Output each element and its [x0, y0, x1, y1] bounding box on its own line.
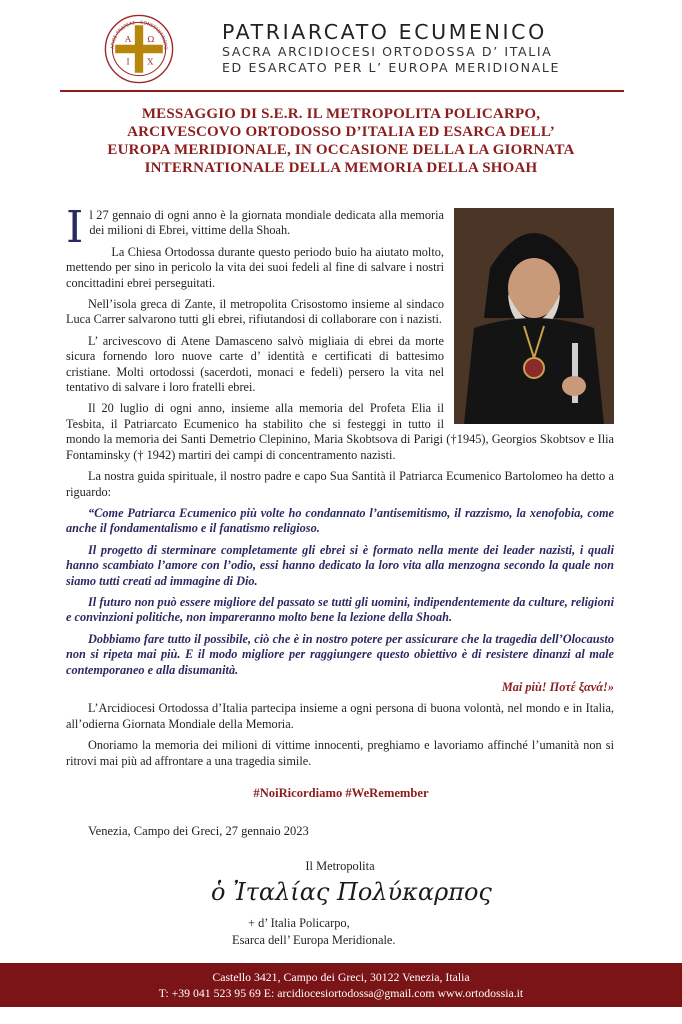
document-title: [70, 105, 612, 177]
paragraph: Nell’isola greca di Zante, il metropolita Crisostomo insieme al sindaco Luca Carrer salvarono tutti gli ebrei, rifiutandosi di collaborare con i nazisti.: [66, 297, 444, 327]
handwritten-signature: [203, 866, 492, 914]
signature-line: Esarca dell’ Europa Meridionale.: [232, 933, 396, 947]
seal-letter-omega: Ω: [147, 34, 155, 44]
quote-paragraph: Dobbiamo fare tutto il possibile, ciò che è in nostro potere per assicurare che la tragedia dell’Olocausto non si ripeta mai più. E il modo migliore per raggiungere questo obiettivo è di resistere dinanzi al male contemporaneo e alla disumanità.: [66, 631, 614, 677]
patriarchate-seal-icon: [104, 14, 174, 84]
footer-bar: [0, 963, 682, 1007]
quote-paragraph: Il progetto di sterminare completamente gli ebrei si è formato nella mente dei leader nazisti, i quali hanno scambiato l’amore con l’odio, essi hanno dedicato la loro vita alla menzogna secondo la quale non siamo tutti creati ad immagine di Dio.: [66, 542, 614, 588]
footer-contacts: T: +39 041 523 95 69 E: arcidiocesiortodossa@gmail.com www.ortodossia.it: [158, 986, 524, 1000]
place-date: Venezia, Campo dei Greci, 27 gennaio 2023: [88, 824, 309, 838]
seal-letter-a: Α: [125, 34, 132, 44]
signature-line: + d’ Italia Policarpo,: [248, 916, 350, 930]
title-line: INTERNATIONALE DELLA MEMORIA DELLA SHOAH: [144, 160, 538, 176]
header-title: PATRIARCATO ECUMENICO: [222, 20, 547, 44]
paragraph-intro: Il 27 gennaio di ogni anno è la giornata mondiale dedicata alla memoria dei milioni di Ebrei, vittime della Shoah.: [66, 202, 444, 253]
paragraph: Il 20 luglio di ogni anno, insieme alla memoria del Profeta Elia il Tesbita, il Patriarcato Ecumenico ha stabilito che si festeggi in tutto il mondo la memoria dei Santi Demetrio Clepinino, Maria Skobtsova di Parigi (†1945), Georgios Skobtsov e Ilia Fontaminsky († 1942) martiri dei campi di concentramento nazisti.: [66, 401, 614, 462]
header-subtitle-2: ED ESARCATO PER L’ EUROPA MERIDIONALE: [222, 60, 561, 75]
footer-address: Castello 3421, Campo dei Greci, 30122 Venezia, Italia: [212, 970, 470, 984]
letterhead: [0, 0, 682, 92]
quote-paragraph: “Come Patriarca Ecumenico più volte ho condannato l’antisemitismo, il razzismo, la xenofobia, come anche il fondamentalismo e il fanatismo religioso.: [66, 505, 614, 536]
paragraph: La nostra guida spirituale, il nostro padre e capo Sua Santità il Patriarca Ecumenico Bartolomeo ha detto a riguardo:: [66, 469, 614, 499]
drop-cap: I: [66, 202, 84, 253]
header-subtitle-1: SACRA ARCIDIOCESI ORTODOSSA D’ ITALIA: [222, 44, 553, 59]
never-again-line: Mai più! Ποτέ ξανά!»: [501, 679, 614, 694]
paragraph: L’Arcidiocesi Ortodossa d’Italia partecipa insieme a ogni persona di buona volontà, nel mondo e in Italia, all’odierna Giornata Mondiale della Memoria.: [66, 701, 614, 731]
title-line: EUROPA MERIDIONALE, IN OCCASIONE DELLA LA GIORNATA: [107, 142, 575, 158]
quote-paragraph: Il futuro non può essere migliore del passato se tutti gli uomini, indipendentemente da culture, religioni e convinzioni politiche, non impareranno molto bene la lezione della Shoah.: [66, 594, 614, 625]
header-divider: [60, 90, 624, 92]
seal-letter-x: Χ: [147, 56, 154, 67]
title-line: MESSAGGIO DI S.E.R. IL METROPOLITA POLICARPO,: [141, 106, 541, 122]
seal-ring-text: ΑΓΙΟΣ ΑΝΔΡΕΑΣ · CONSTANTINOPO: [110, 20, 168, 50]
title-line: ARCIVESCOVO ORTODOSSO D’ITALIA ED ESARCA DELL’: [127, 124, 555, 140]
hashtags: #NoiRicordiamo #WeRemember: [253, 786, 429, 800]
signature-role: Il Metropolita: [305, 859, 375, 873]
metropolitan-portrait: [454, 208, 614, 424]
paragraph: La Chiesa Ortodossa durante questo periodo buio ha aiutato molto, mettendo per sino in pericolo la vita dei suoi fedeli al fine di salvare i nostri concittadini ebrei perseguitati.: [66, 244, 444, 290]
paragraph: L’ arcivescovo di Atene Damasceno salvò migliaia di ebrei da morte sicura fornendo loro nuove carte d’ identità e certificati di battesimo cristiane. Molti ortodossi (sacerdoti, monaci e fedeli) persero la vita nel tentativo di salvare i loro fratelli ebrei.: [66, 333, 444, 395]
message-body: [66, 202, 614, 775]
paragraph: Onoriamo la memoria dei milioni di vittime innocenti, preghiamo e lavoriamo affinché l’umanità non si ritrovi mai più ad affrontare a una tragedia simile.: [66, 738, 614, 768]
svg-text:ὁ Ἰταλίας Πολύκαρπος: ὁ Ἰταλίας Πολύκαρπος: [211, 878, 492, 906]
seal-letter-i: Ι: [126, 56, 130, 67]
